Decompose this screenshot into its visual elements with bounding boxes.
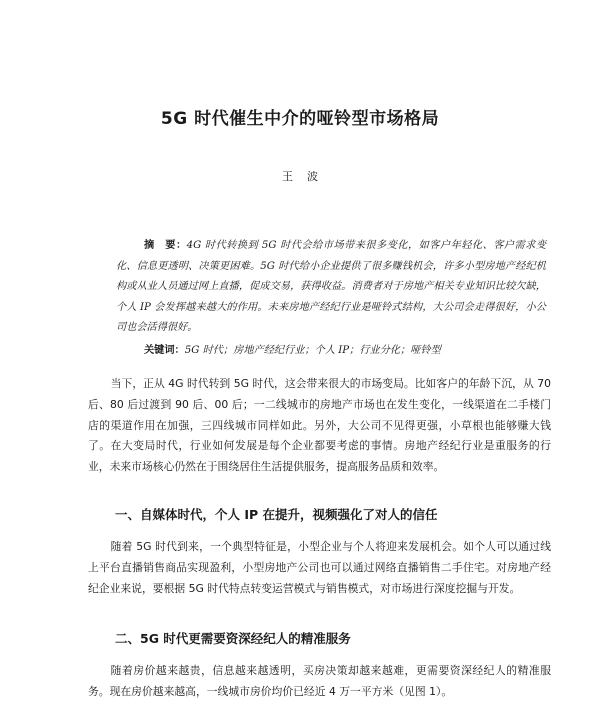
abstract	[116, 236, 546, 339]
body-paragraph: 当下，正从 4G 时代转到 5G 时代，这会带来很大的市场变局。比如客户的年龄下沉，从 70 后、80 后过渡到 90 后、00 后；一二线城市的房地产市场也在发生变化，一线渠道在二手楼门店的渠道作用在加强，三四线城市同样如此。另外，大公司不见得更强，小草根也能够赚大钱了。在大变局时代，行业如何发展是每个企业都要考虑的事情。房地产经纪行业是重服务的行业，未来市场核心仍然在于围绕居住生活提供服务，提高服务品质和效率。	[88, 377, 551, 474]
body-paragraph: 随着 5G 时代到来，一个典型特征是，小型企业与个人将迎来发展机会。如个人可以通过线上平台直播销售商品实现盈利，小型房地产公司也可以通过网络直播销售二手住宅。对房地产经纪企业来说，要根据 5G 时代特点转变运营模式与销售模式，对市场进行深度挖掘与开发。	[88, 540, 551, 595]
body-paragraph: 随着房价越来越贵，信息越来越透明，买房决策却越来越难，更需要资深经纪人的精准服务。现在房价越来越高，一线城市房价均价已经近 4 万一平方米（见图 1）。	[88, 664, 551, 698]
abstract-label: 摘 要：	[144, 240, 187, 251]
keywords-label: 关键词：	[144, 345, 185, 356]
keywords-text: 5G 时代；房地产经纪行业；个人 IP；行业分化；哑铃型	[184, 345, 441, 356]
section-heading: 二、5G 时代更需要资深经纪人的精准服务	[115, 631, 351, 646]
paper-title: 5G 时代催生中介的哑铃型市场格局	[160, 109, 440, 129]
paper-author: 王波	[282, 170, 332, 183]
section-heading: 一、自媒体时代，个人 IP 在提升，视频强化了对人的信任	[115, 507, 438, 522]
abstract-text: 4G 时代转换到 5G 时代会给市场带来很多变化，如客户年轻化、客户需求变化、信息更透明、决策更困难。5G 时代给小企业提供了很多赚钱机会，许多小型房地产经纪机构或从业人员通过网上直播，促成交易，获得收益。消费者对于房地产相关专业知识比较欠缺，个人 IP 会发挥越来越大的作用。未来房地产经纪行业是哑铃式结构，大公司会走得很好，小公司也会活得很好。	[116, 240, 547, 334]
keywords	[144, 341, 554, 356]
